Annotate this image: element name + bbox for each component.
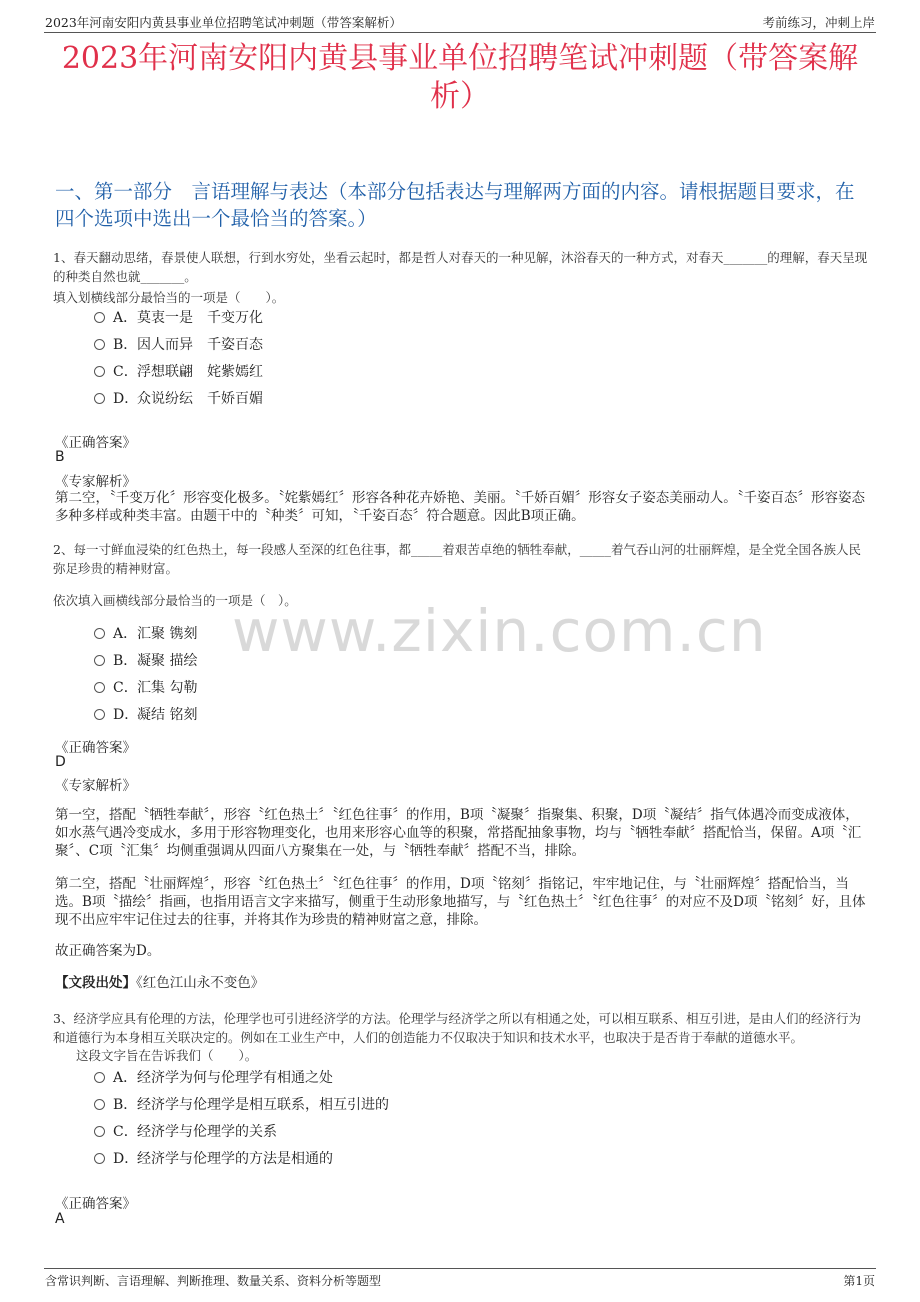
- q3-answer-label: 《正确答案》: [55, 1196, 136, 1212]
- q2-option-b[interactable]: B．凝聚 描绘: [94, 651, 197, 671]
- radio-icon[interactable]: [94, 1099, 105, 1110]
- q3-option-c[interactable]: C．经济学与伦理学的关系: [94, 1122, 277, 1142]
- q2-source-label: 【文段出处】: [55, 975, 136, 991]
- q1-prompt: 填入划横线部分最恰当的一项是（ ）。: [53, 290, 285, 305]
- q2-answer: D: [55, 754, 66, 770]
- radio-icon[interactable]: [94, 1153, 105, 1164]
- q2-analysis-label: 《专家解析》: [55, 778, 136, 794]
- q2-analysis-2: 第二空，搭配〝壮丽辉煌〞，形容〝红色热土〞〝红色往事〞的作用，D项〝铭刻〞指铭记，牢牢地记住，与〝壮丽辉煌〞搭配恰当，当选。B项〝描绘〞指画，也指用语言文字来描写，侧重于生动形象地描写，与〝红色热土〞〝红色往事〞的对应不及D项〝铭刻〞好，且体现不出应牢牢记住过去的往事，并将其作为珍贵的精神财富之意，排除。: [55, 876, 866, 928]
- footer-divider: [44, 1268, 876, 1269]
- q2-source: [55, 974, 264, 992]
- radio-icon[interactable]: [94, 628, 105, 639]
- radio-icon[interactable]: [94, 1126, 105, 1137]
- q2-option-a[interactable]: A．汇聚 镌刻: [94, 624, 197, 644]
- footer-question-types: 含常识判断、言语理解、判断推理、数量关系、资料分析等题型: [45, 1274, 382, 1288]
- radio-icon[interactable]: [94, 393, 105, 404]
- q1-analysis-label: 《专家解析》: [55, 474, 136, 490]
- watermark-text: www.zixin.com.cn: [232, 597, 767, 665]
- q1-option-b[interactable]: B．因人而异 千姿百态: [94, 335, 263, 355]
- q2-source-title: 《红色江山永不变色》: [136, 975, 265, 991]
- section-heading: 一、第一部分 言语理解与表达（本部分包括表达与理解两方面的内容。请根据题目要求，在四个选项中选出一个最恰当的答案。）: [55, 180, 855, 230]
- q3-answer: A: [55, 1211, 65, 1227]
- radio-icon[interactable]: [94, 1072, 105, 1083]
- radio-icon[interactable]: [94, 709, 105, 720]
- q2-conclusion: 故正确答案为D。: [55, 943, 161, 959]
- q3-stem: 3、经济学应具有伦理的方法，伦理学也可引进经济学的方法。伦理学与经济学之所以有相通之处，可以相互联系、相互引进，是由人们的经济行为和道德行为本身相互关联决定的。例如在工业生产中，人们的创造能力不仅取决于知识和技术水平，也取决于是否肯于奉献的道德水平。: [53, 1011, 861, 1045]
- header-doc-title: 2023年河南安阳内黄县事业单位招聘笔试冲刺题（带答案解析）: [45, 15, 402, 30]
- q3-option-d[interactable]: D．经济学与伦理学的方法是相通的: [94, 1149, 333, 1169]
- q1-answer: B: [55, 449, 65, 465]
- q2-option-d[interactable]: D．凝结 铭刻: [94, 705, 197, 725]
- q3-option-b[interactable]: B．经济学与伦理学是相互联系，相互引进的: [94, 1095, 389, 1115]
- q1-option-d[interactable]: D．众说纷纭 千娇百媚: [94, 389, 263, 409]
- q3-option-a[interactable]: A．经济学为何与伦理学有相通之处: [94, 1068, 333, 1088]
- page-number: 第1页: [843, 1274, 875, 1288]
- header-divider: [44, 32, 876, 33]
- radio-icon[interactable]: [94, 366, 105, 377]
- q1-option-c[interactable]: C．浮想联翩 姹紫嫣红: [94, 362, 263, 382]
- q3-prompt: 这段文字旨在告诉我们（ ）。: [76, 1048, 258, 1063]
- radio-icon[interactable]: [94, 655, 105, 666]
- radio-icon[interactable]: [94, 682, 105, 693]
- q2-option-c[interactable]: C．汇集 勾勒: [94, 678, 197, 698]
- page-title: 2023年河南安阳内黄县事业单位招聘笔试冲刺题（带答案解析）: [61, 41, 859, 114]
- q1-answer-label: 《正确答案》: [55, 435, 136, 451]
- radio-icon[interactable]: [94, 339, 105, 350]
- header-slogan: 考前练习，冲刺上岸: [762, 15, 875, 30]
- radio-icon[interactable]: [94, 312, 105, 323]
- q2-prompt: 依次填入画横线部分最恰当的一项是（ ）。: [53, 593, 297, 608]
- q1-stem: 1、春天翻动思绪，春景使人联想，行到水穷处，坐看云起时，都是哲人对春天的一种见解，沐浴春天的一种方式，对春天_______的理解，春天呈现的种类自然也就_______。: [53, 250, 868, 284]
- q1-analysis: 第二空，〝千变万化〞形容变化极多。〝姹紫嫣红〞形容各种花卉娇艳、美丽。〝千娇百媚〞形容女子姿态美丽动人。〝千姿百态〞形容姿态多种多样或种类丰富。由题干中的〝种类〞可知，〝千姿百态〞符合题意。因此B项正确。: [55, 490, 865, 524]
- q2-stem: 2、每一寸鲜血浸染的红色热土，每一段感人至深的红色往事，都_____着艰苦卓绝的牺牲奉献，_____着气吞山河的壮丽辉煌，是全党全国各族人民弥足珍贵的精神财富。: [53, 542, 861, 576]
- q2-analysis-1: 第一空，搭配〝牺牲奉献〞，形容〝红色热土〞〝红色往事〞的作用，B项〝凝聚〞指聚集、积聚，D项〝凝结〞指气体遇冷而变成液体，如水蒸气遇冷变成水，多用于形容物理变化，也用来形容心血等的积聚，常搭配抽象事物，均与〝牺牲奉献〞搭配恰当，保留。A项〝汇聚〞、C项〝汇集〞均侧重强调从四面八方聚集在一处，与〝牺牲奉献〞搭配不当，排除。: [55, 807, 862, 859]
- q1-option-a[interactable]: A．莫衷一是 千变万化: [94, 308, 263, 328]
- q2-answer-label: 《正确答案》: [55, 740, 136, 756]
